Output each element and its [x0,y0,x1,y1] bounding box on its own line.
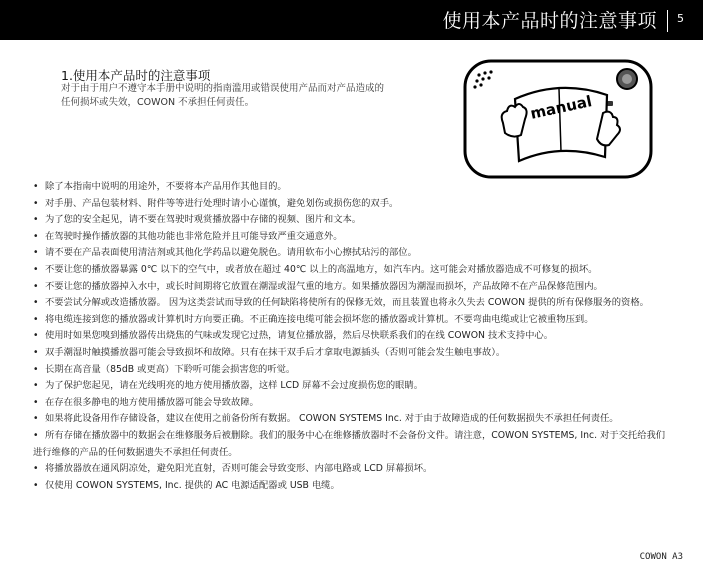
list-item: • 双手潮湿时触摸播放器可能会导致损坏和故障。只有在抹干双手后才拿取电源插头（否则可能会发生触电事故）。 [33,346,506,358]
list-item: • 如果将此设备用作存储设备，建议在使用之前备份所有数据。 COWON SYSTEMS Inc. 对于由于故障造成的任何数据损失不承担任何责任。 [33,413,619,425]
manual-reading-illustration [455,57,655,179]
list-item: • 不要让您的播放器掉入水中，或长时间期将它放置在潮湿或湿气重的地方。如果播放器因为潮湿而损坏，产品故障不在产品保修范围内。 [33,280,603,292]
list-item: • 为了保护您起见，请在光线明亮的地方使用播放器，这样 LCD 屏幕不会过度损伤您的眼睛。 [33,380,424,392]
page-header-title: 使用本产品时的注意事项 [442,10,657,32]
intro-line-2: 任何损坏或失效，COWON 不承担任何责任。 [61,97,255,108]
page-number: 5 [677,12,684,25]
list-item: • 所有存储在播放器中的数据会在维修服务后被删除。我们的服务中心在维修播放器时不会备份文件。请注意，COWON SYSTEMS, Inc. 对于交托给我们进行维修的产品的任何数据遗失不承担任何责任。 [33,429,666,458]
list-item: • 对手册、产品包装材料、附件等等进行处理时请小心谨慎，避免划伤或损伤您的双手。 [33,197,399,209]
list-item: • 将电缆连接到您的播放器或计算机时方向要正确。不正确连接电缆可能会损坏您的播放器或计算机。不要弯曲电缆或让它被重物压到。 [33,313,594,325]
book-label: manual [528,92,594,123]
section-intro [61,82,421,110]
list-item: • 为了您的安全起见，请不要在驾驶时观赏播放器中存储的视频、图片和文本。 [33,214,362,226]
list-item: • 在存在很多静电的地方使用播放器可能会导致故障。 [33,396,259,408]
list-item: • 在驾驶时操作播放器的其他功能也非常危险并且可能导致严重交通意外。 [33,230,343,242]
precaution-list [33,179,673,494]
intro-line-1: 对于由于用户不遵守本手册中说明的指南滥用或错误使用产品而对产品造成的 [61,83,385,94]
list-item: • 使用时如果您嗅到播放器传出烧焦的气味或发现它过热，请复位播放器，然后尽快联系我们的在线 COWON 技术支持中心。 [33,330,554,342]
list-item: • 请不要在产品表面使用清洁剂或其他化学药品以避免脱色。请用软布小心擦拭玷污的部位。 [33,247,417,259]
list-item: • 长期在高音量（85dB 或更高）下聆听可能会损害您的听觉。 [33,363,296,375]
list-item: • 不要让您的播放器暴露 0℃ 以下的空气中，或者放在超过 40℃ 以上的高温地方，如汽车内。这可能会对播放器造成不可修复的损坏。 [33,263,598,275]
header-divider [667,10,668,32]
footer-label: COWON A3 [639,552,683,562]
section-title: 1.使用本产品时的注意事项 [61,68,211,83]
list-item: • 将播放器放在通风阴凉处，避免阳光直射，否则可能会导致变形、内部电路或 LCD 屏幕损坏。 [33,463,433,475]
list-item: • 除了本指南中说明的用途外，不要将本产品用作其他目的。 [33,181,287,192]
list-item: • 仅使用 COWON SYSTEMS, Inc. 提供的 AC 电源适配器或 USB 电缆。 [33,479,340,491]
header-bar [0,0,703,40]
list-item: • 不要尝试分解或改造播放器。 因为这类尝试而导致的任何缺陷将使所有的保修无效，而且装置也将永久失去 COWON 提供的所有保修服务的资格。 [33,297,649,309]
